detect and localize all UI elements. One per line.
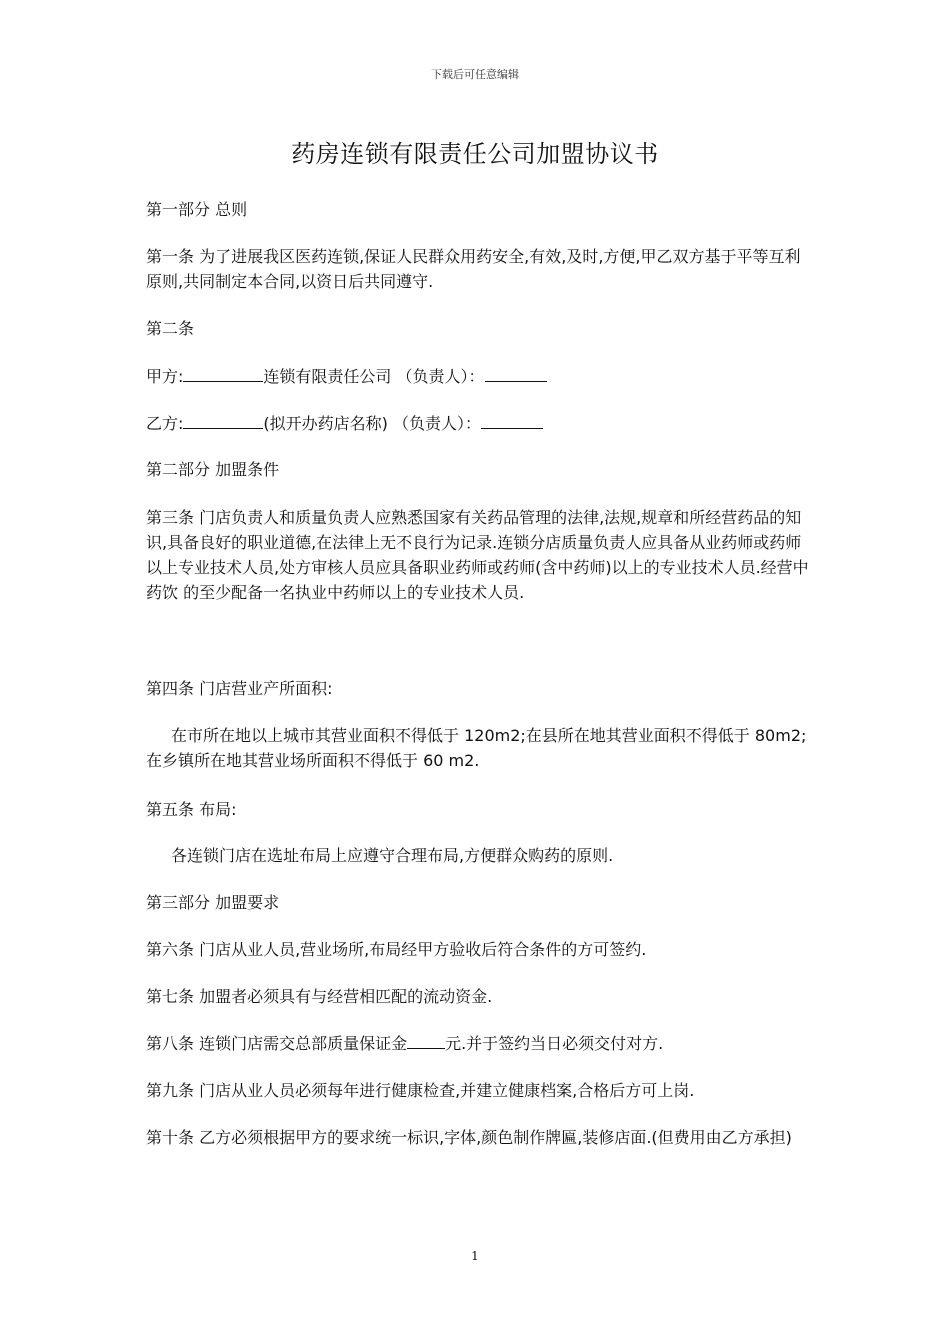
part3-heading: 第三部分 加盟要求 (146, 893, 280, 912)
party-a-representative-blank (485, 365, 547, 382)
party-b-prefix: 乙方: (146, 414, 184, 433)
party-a-prefix: 甲方: (146, 367, 184, 386)
page-number: 1 (471, 1249, 479, 1263)
party-b-name-blank (183, 412, 263, 429)
part2-heading: 第二部分 加盟条件 (146, 460, 280, 479)
article7: 第七条 加盟者必须具有与经营相匹配的流动资金. (146, 987, 493, 1006)
deposit-amount-blank (407, 1032, 445, 1049)
article6: 第六条 门店从业人员,营业场所,布局经甲方验收后符合条件的方可签约. (146, 940, 647, 959)
article8-prefix: 第八条 连锁门店需交总部质量保证金 (146, 1034, 408, 1053)
article8-suffix: 元.并于签约当日必须交付对方. (445, 1034, 664, 1053)
part1-heading: 第一部分 总则 (146, 200, 248, 219)
party-b-representative-blank (481, 412, 543, 429)
article10: 第十条 乙方必须根据甲方的要求统一标识,字体,颜色制作牌匾,装修店面.(但费用由乙方承担) (146, 1128, 792, 1147)
article4-detail: 在市所在地以上城市其营业面积不得低于 120m2;在县所在地其营业面积不得低于 80m2;在乡镇所在地其营业场所面积不得低于 60 m2. (146, 726, 807, 770)
article1: 第一条 为了进展我区医药连锁,保证人民群众用药安全,有效,及时,方便,甲乙双方基于平等互利原则,共同制定本合同,以资日后共同遵守. (146, 247, 801, 291)
article2-heading: 第二条 (146, 319, 195, 338)
party-b-middle: (拟开办药店名称) （负责人）： (263, 414, 481, 433)
article3: 第三条 门店负责人和质量负责人应熟悉国家有关药品管理的法律,法规,规章和所经营药品的知识,具备良好的职业道德,在法律上无不良行为记录.连锁分店质量负责人应具备从业药师或药师以上专业技术人员,处方审核人员应具备职业药师或药师(含中药师)以上的专业技术人员.经营中药饮 的至少配备一名执业中药师以上的专业技术人员. (146, 508, 809, 602)
article4-heading: 第四条 门店营业产所面积: (146, 679, 333, 698)
article5-heading: 第五条 布局: (146, 800, 237, 819)
party-b-line (146, 411, 810, 436)
party-a-name-blank (183, 365, 263, 382)
party-a-line (146, 364, 810, 389)
article9: 第九条 门店从业人员必须每年进行健康检查,并建立健康档案,合格后方可上岗. (146, 1081, 695, 1100)
document-title: 药房连锁有限责任公司加盟协议书 (291, 140, 659, 168)
article8 (146, 1031, 810, 1056)
article5-detail: 各连锁门店在选址布局上应遵守合理布局,方便群众购药的原则. (171, 846, 614, 865)
party-a-middle: 连锁有限责任公司 （负责人）： (263, 367, 485, 386)
header-note: 下载后可任意编辑 (431, 68, 519, 81)
